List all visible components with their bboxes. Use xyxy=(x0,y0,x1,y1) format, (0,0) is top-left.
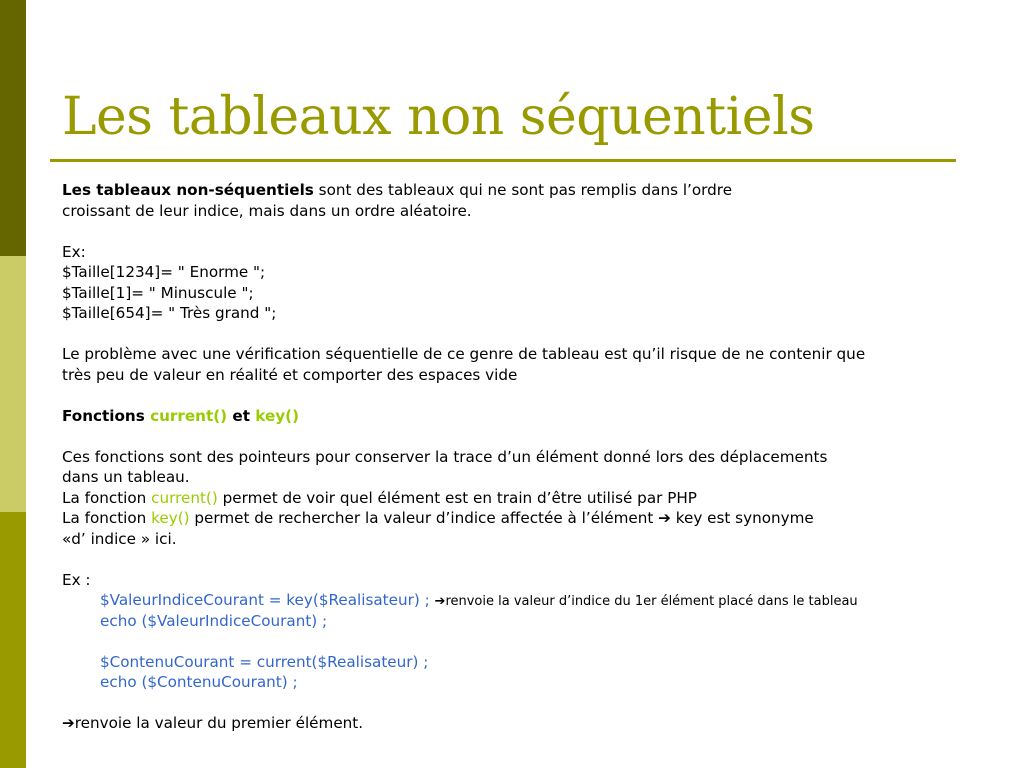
functions-heading xyxy=(62,406,1002,427)
sidebar-segment-light xyxy=(0,256,26,512)
example-code-line: $Taille[654]= " Très grand "; xyxy=(62,304,277,322)
description-line-3 xyxy=(62,488,1002,509)
description-line-2: dans un tableau. xyxy=(62,468,190,486)
spacer xyxy=(62,426,1002,447)
functions-heading-prefix: Fonctions xyxy=(62,406,151,425)
title-underline xyxy=(50,159,956,162)
spacer xyxy=(62,385,1002,406)
spacer xyxy=(62,221,1002,242)
code-note: renvoie la valeur d’indice du 1er élément placé dans le tableau xyxy=(445,594,858,609)
fn-key-inline: key() xyxy=(151,509,190,527)
description-line-5: «d’ indice » ici. xyxy=(62,529,177,548)
code-line-1 xyxy=(62,590,1002,611)
conclusion-line xyxy=(62,713,1002,734)
description-text: La fonction xyxy=(62,509,152,527)
code-line-2: echo ($ValeurIndiceCourant) ; xyxy=(100,611,328,630)
fn-current-inline: current() xyxy=(151,488,218,507)
description-text: permet de voir quel élément est en train d’être utilisé par PHP xyxy=(217,488,697,507)
arrow-icon: ➔ xyxy=(434,594,446,609)
slide-title: Les tableaux non séquentiels xyxy=(62,87,815,147)
intro-line-1 xyxy=(62,180,1002,201)
spacer xyxy=(62,631,1002,652)
code-line-3: $ContenuCourant = current($Realisateur) ; xyxy=(100,652,429,671)
spacer xyxy=(62,693,1002,714)
example-code-line: $Taille[1]= " Minuscule "; xyxy=(62,283,254,302)
spacer xyxy=(62,324,1002,345)
code-text: $ValeurIndiceCourant = key($Realisateur) ; xyxy=(100,591,435,609)
description-text: permet de rechercher la valeur d’indice affectée à l’élément xyxy=(189,509,659,527)
problem-line-1: Le problème avec une vérification séquentielle de ce genre de tableau est qu’il risque de ne contenir que xyxy=(62,345,866,363)
code-line-4: echo ($ContenuCourant) ; xyxy=(100,673,298,691)
fn-key-label: key() xyxy=(255,406,300,425)
intro-term: Les tableaux non-séquentiels xyxy=(62,181,314,199)
sidebar-segment-olive xyxy=(0,512,26,768)
arrow-icon: ➔ xyxy=(62,714,75,732)
conclusion-text: renvoie la valeur du premier élément. xyxy=(74,714,364,732)
arrow-icon: ➔ xyxy=(658,509,671,527)
intro-line-2: croissant de leur indice, mais dans un ordre aléatoire. xyxy=(62,201,472,220)
spacer xyxy=(62,549,1002,570)
example-label: Ex: xyxy=(62,242,86,261)
slide-body xyxy=(62,180,1002,734)
problem-line-2: très peu de valeur en réalité et comporter des espaces vide xyxy=(62,365,518,384)
example2-label: Ex : xyxy=(62,570,91,589)
example-code-line: $Taille[1234]= " Enorme "; xyxy=(62,263,266,281)
description-text: key est synonyme xyxy=(670,509,814,527)
functions-heading-middle: et xyxy=(227,406,256,425)
intro-text: sont des tableaux qui ne sont pas remplis dans l’ordre xyxy=(313,181,733,199)
fn-current-label: current() xyxy=(150,406,228,425)
description-line-4 xyxy=(62,508,1002,529)
description-line-1: Ces fonctions sont des pointeurs pour conserver la trace d’un élément donné lors des déplacements xyxy=(62,447,828,466)
description-text: La fonction xyxy=(62,488,152,507)
sidebar-segment-dark xyxy=(0,0,26,256)
